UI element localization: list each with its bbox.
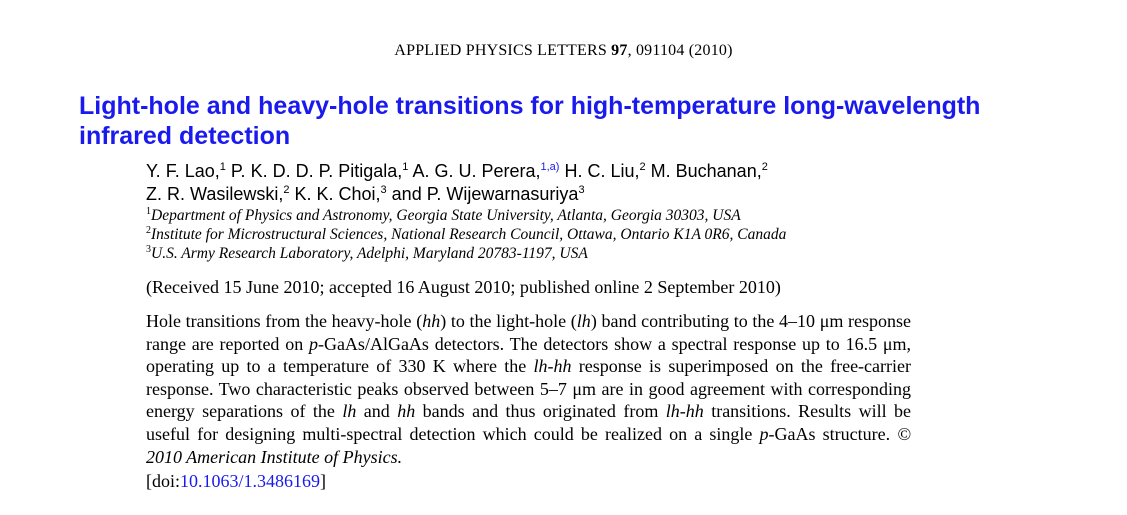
author-name: H. C. Liu, [564,161,640,181]
author-name: Z. R. Wasilewski, [146,184,284,204]
abstract [146,310,911,468]
affiliation-text: Department of Physics and Astronomy, Georgia State University, Atlanta, Georgia 30303, USA [151,207,741,224]
affiliation-item [146,206,1046,225]
doi-prefix: [doi: [146,471,180,491]
journal-volume: 97 [611,42,628,59]
doi-line [146,470,326,492]
doi-suffix: ] [320,471,327,491]
abstract-italic: p [759,423,769,444]
title-line-2: infrared detection [79,122,291,150]
abstract-italic: lh-hh [533,356,572,377]
affiliation-text: U.S. Army Research Laboratory, Adelphi, Maryland 20783-1197, USA [151,245,588,262]
author-line-2 [146,183,1046,206]
affiliation-item [146,225,1046,244]
author-name: K. K. Choi, [294,184,381,204]
author-name: Y. F. Lao, [146,161,220,181]
paper-title [79,91,1079,151]
author-affil-mark: 2 [761,161,768,173]
affiliation-mark: 3 [146,244,151,255]
journal-name: APPLIED PHYSICS LETTERS [394,42,607,59]
abstract-italic: hh [422,311,441,331]
affiliation-mark: 1 [146,206,151,217]
received-dates: (Received 15 June 2010; accepted 16 August 2010; published online 2 September 2010) [146,277,781,297]
abstract-italic: lh [342,401,357,422]
author-list [146,160,1046,206]
doi-link[interactable]: 10.1063/1.3486169 [180,471,321,491]
abstract-text: -GaAs structure. [768,423,898,444]
abstract-italic: lh [576,311,591,331]
abstract-text: bands and thus originated from [415,401,666,422]
author-affil-mark: 1 [219,161,226,173]
abstract-text: response is superimposed on the free-carrier response. Two characteristic peaks observed between 5–7 μm are in good agreement with corresponding energy separations of the [146,356,911,422]
abstract-text: transitions. Results will be useful for designing multi-spectral detection which could be realized on a single [146,401,911,444]
author-name: P. K. D. D. P. Pitigala, [230,161,403,181]
abstract-text: Hole transitions from the heavy-hole ( [146,311,423,331]
author-affil-mark: 2 [639,161,646,173]
affiliation-item [146,244,1046,263]
abstract-italic: lh-hh [665,401,704,422]
author-affil-mark-link[interactable]: 1,a) [540,161,560,173]
affiliation-mark: 2 [146,225,151,236]
author-name: and P. Wijewarnasuriya [391,184,579,204]
abstract-text: and [356,401,398,422]
author-affil-mark: 1 [402,161,409,173]
abstract-text: ) to the light-hole ( [440,311,577,331]
author-line-1 [146,160,1046,183]
author-affil-mark: 2 [283,184,290,196]
journal-citation: , 091104 (2010) [627,42,733,59]
author-affil-mark: 3 [380,184,387,196]
affiliation-list [146,206,1046,263]
journal-header [0,42,1127,60]
author-name: M. Buchanan, [650,161,762,181]
abstract-text: ) band contributing to the 4–10 μm response range are reported on [146,311,911,354]
affiliation-text: Institute for Microstructural Sciences, National Research Council, Ottawa, Ontario K1A 0R6, Canada [151,226,787,243]
author-name: A. G. U. Perera, [412,161,541,181]
abstract-text: -GaAs/AlGaAs detectors. The detectors show a spectral response up to 16.5 μm, operating up to a temperature of 330 K where the [146,333,911,377]
copyright-notice: © 2010 American Institute of Physics. [146,423,911,467]
title-line-1: Light-hole and heavy-hole transitions for high-temperature long-wavelength [79,92,981,120]
abstract-italic: hh [397,401,416,422]
author-affil-mark: 3 [578,184,585,196]
abstract-italic: p [308,333,318,354]
